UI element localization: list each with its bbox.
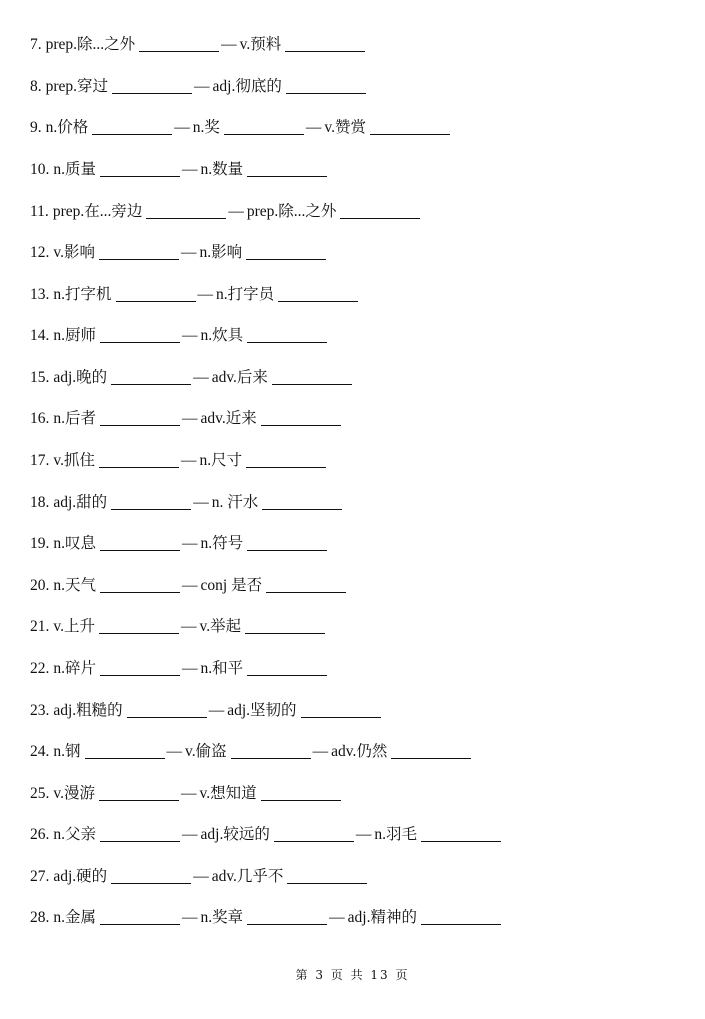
- word-prompt: n.奖: [192, 119, 220, 136]
- separator-dash: —: [182, 826, 198, 843]
- word-prompt: n.厨师: [53, 327, 97, 344]
- word-prompt: adj.甜的: [53, 494, 108, 511]
- answer-blank[interactable]: [100, 841, 180, 842]
- word-prompt: v.举起: [199, 618, 242, 635]
- answer-blank[interactable]: [146, 218, 226, 219]
- separator-dash: —: [182, 909, 198, 926]
- answer-blank[interactable]: [261, 800, 341, 801]
- answer-blank[interactable]: [99, 467, 179, 468]
- item-number: 23.: [30, 702, 50, 719]
- word-prompt: adv.后来: [211, 369, 268, 386]
- item-number: 26.: [30, 826, 50, 843]
- word-prompt: n.质量: [53, 161, 97, 178]
- item-number: 21.: [30, 618, 50, 635]
- item-number: 13.: [30, 286, 50, 303]
- answer-blank[interactable]: [278, 301, 358, 302]
- separator-dash: —: [312, 743, 329, 760]
- item-number: 11.: [30, 203, 49, 220]
- word-prompt: n.炊具: [200, 327, 244, 344]
- answer-blank[interactable]: [247, 675, 327, 676]
- answer-blank[interactable]: [285, 51, 365, 52]
- separator-dash: —: [197, 286, 214, 303]
- word-prompt: adj.较远的: [200, 826, 270, 843]
- answer-blank[interactable]: [100, 425, 180, 426]
- word-prompt: adj.粗糙的: [53, 702, 123, 719]
- word-prompt: adj.晚的: [53, 369, 108, 386]
- answer-blank[interactable]: [274, 841, 354, 842]
- vocab-row: [30, 615, 327, 637]
- separator-dash: —: [182, 161, 198, 178]
- word-prompt: adj.硬的: [53, 868, 108, 885]
- word-prompt: prep.除...之外: [45, 36, 136, 53]
- answer-blank[interactable]: [247, 924, 327, 925]
- answer-blank[interactable]: [224, 134, 304, 135]
- answer-blank[interactable]: [247, 176, 327, 177]
- separator-dash: —: [182, 660, 198, 677]
- vocab-row: [30, 407, 343, 429]
- separator-dash: —: [329, 909, 345, 926]
- word-prompt: v.上升: [53, 618, 95, 635]
- answer-blank[interactable]: [99, 633, 179, 634]
- vocab-row: [30, 33, 367, 55]
- word-prompt: v.偷盗: [185, 743, 227, 760]
- separator-dash: —: [166, 743, 183, 760]
- word-prompt: adj.彻底的: [212, 78, 282, 95]
- item-number: 12.: [30, 244, 50, 261]
- vocab-row: [30, 657, 329, 679]
- answer-blank[interactable]: [99, 259, 179, 260]
- word-prompt: n.影响: [199, 244, 243, 261]
- item-number: 16.: [30, 410, 50, 427]
- answer-blank[interactable]: [421, 841, 501, 842]
- item-number: 9.: [30, 119, 42, 136]
- answer-blank[interactable]: [245, 633, 325, 634]
- separator-dash: —: [228, 203, 244, 220]
- word-prompt: adj.坚韧的: [227, 702, 297, 719]
- item-number: 22.: [30, 660, 50, 677]
- vocab-row: [30, 865, 369, 887]
- word-prompt: prep.穿过: [45, 78, 109, 95]
- separator-dash: —: [182, 577, 198, 594]
- answer-blank[interactable]: [139, 51, 219, 52]
- answer-blank[interactable]: [111, 883, 191, 884]
- word-prompt: n.叹息: [53, 535, 97, 552]
- separator-dash: —: [193, 868, 209, 885]
- answer-blank[interactable]: [99, 800, 179, 801]
- answer-blank[interactable]: [421, 924, 501, 925]
- word-prompt: n.奖章: [200, 909, 244, 926]
- vocab-row: [30, 283, 360, 305]
- item-number: 24.: [30, 743, 50, 760]
- separator-dash: —: [193, 369, 209, 386]
- answer-blank[interactable]: [261, 425, 341, 426]
- item-number: 25.: [30, 785, 50, 802]
- answer-blank[interactable]: [391, 758, 471, 759]
- answer-blank[interactable]: [85, 758, 165, 759]
- answer-blank[interactable]: [100, 342, 180, 343]
- word-prompt: v.预料: [239, 36, 282, 53]
- separator-dash: —: [181, 785, 197, 802]
- word-prompt: adv.几乎不: [211, 868, 284, 885]
- vocab-row: [30, 366, 354, 388]
- word-prompt: n.金属: [53, 909, 97, 926]
- word-prompt: v.抓住: [53, 452, 95, 469]
- word-prompt: n.碎片: [53, 660, 97, 677]
- separator-dash: —: [221, 36, 237, 53]
- word-prompt: n.羽毛: [374, 826, 417, 843]
- word-prompt: n.和平: [200, 660, 244, 677]
- answer-blank[interactable]: [246, 259, 326, 260]
- item-number: 17.: [30, 452, 50, 469]
- separator-dash: —: [181, 452, 197, 469]
- item-number: 15.: [30, 369, 50, 386]
- word-prompt: n.价格: [45, 119, 89, 136]
- word-prompt: prep.在...旁边: [52, 203, 143, 220]
- answer-blank[interactable]: [112, 93, 192, 94]
- page-footer: 第 3 页 共 13 页: [295, 968, 410, 982]
- vocab-row: [30, 740, 473, 762]
- vocab-row: [30, 782, 343, 804]
- word-prompt: v.影响: [53, 244, 95, 261]
- item-number: 14.: [30, 327, 50, 344]
- vocab-row: [30, 491, 344, 513]
- word-prompt: n.天气: [53, 577, 97, 594]
- vocab-row: [30, 324, 329, 346]
- vocab-row: [30, 823, 503, 845]
- vocab-row: [30, 699, 383, 721]
- word-prompt: n.父亲: [53, 826, 97, 843]
- word-prompt: n.钢: [53, 743, 81, 760]
- answer-blank[interactable]: [247, 550, 327, 551]
- answer-blank[interactable]: [246, 467, 326, 468]
- item-number: 10.: [30, 161, 50, 178]
- answer-blank[interactable]: [247, 342, 327, 343]
- answer-blank[interactable]: [340, 218, 420, 219]
- answer-blank[interactable]: [92, 134, 172, 135]
- separator-dash: —: [174, 119, 190, 136]
- separator-dash: —: [181, 244, 197, 261]
- word-prompt: adj.精神的: [347, 909, 417, 926]
- vocab-row: [30, 158, 329, 180]
- vocab-row: [30, 241, 328, 263]
- item-number: 7.: [30, 36, 42, 53]
- answer-blank[interactable]: [100, 924, 180, 925]
- word-prompt: n.打字机: [53, 286, 112, 303]
- separator-dash: —: [355, 826, 372, 843]
- item-number: 20.: [30, 577, 50, 594]
- separator-dash: —: [193, 494, 209, 511]
- answer-blank[interactable]: [127, 717, 207, 718]
- answer-blank[interactable]: [111, 384, 191, 385]
- answer-blank[interactable]: [111, 509, 191, 510]
- vocab-row: [30, 449, 328, 471]
- separator-dash: —: [182, 327, 198, 344]
- vocab-row: [30, 116, 452, 138]
- word-prompt: prep.除...之外: [246, 203, 337, 220]
- item-number: 18.: [30, 494, 50, 511]
- word-prompt: n.数量: [200, 161, 244, 178]
- answer-blank[interactable]: [100, 550, 180, 551]
- item-number: 19.: [30, 535, 50, 552]
- word-prompt: v.想知道: [199, 785, 257, 802]
- separator-dash: —: [182, 410, 198, 427]
- separator-dash: —: [305, 119, 322, 136]
- vocab-row: [30, 574, 348, 596]
- word-prompt: n. 汗水: [211, 494, 259, 511]
- answer-blank[interactable]: [100, 176, 180, 177]
- word-prompt: conj 是否: [200, 577, 263, 594]
- answer-blank[interactable]: [272, 384, 352, 385]
- item-number: 8.: [30, 78, 42, 95]
- item-number: 28.: [30, 909, 50, 926]
- word-prompt: n.尺寸: [199, 452, 243, 469]
- answer-blank[interactable]: [116, 301, 196, 302]
- answer-blank[interactable]: [287, 883, 367, 884]
- separator-dash: —: [181, 618, 197, 635]
- vocab-row: [30, 200, 422, 222]
- separator-dash: —: [182, 535, 198, 552]
- word-prompt: n.后者: [53, 410, 97, 427]
- word-prompt: v.漫游: [53, 785, 95, 802]
- answer-blank[interactable]: [286, 93, 366, 94]
- answer-blank[interactable]: [231, 758, 311, 759]
- word-prompt: v.赞赏: [324, 119, 367, 136]
- word-prompt: adv.仍然: [331, 743, 388, 760]
- word-prompt: n.符号: [200, 535, 244, 552]
- answer-blank[interactable]: [100, 592, 180, 593]
- item-number: 27.: [30, 868, 50, 885]
- vocab-row: [30, 532, 329, 554]
- answer-blank[interactable]: [301, 717, 381, 718]
- answer-blank[interactable]: [266, 592, 346, 593]
- word-prompt: n.打字员: [216, 286, 275, 303]
- word-prompt: adv.近来: [200, 410, 257, 427]
- vocab-row: [30, 906, 503, 928]
- vocab-row: [30, 75, 368, 97]
- answer-blank[interactable]: [100, 675, 180, 676]
- separator-dash: —: [208, 702, 225, 719]
- answer-blank[interactable]: [370, 134, 450, 135]
- answer-blank[interactable]: [262, 509, 342, 510]
- separator-dash: —: [194, 78, 210, 95]
